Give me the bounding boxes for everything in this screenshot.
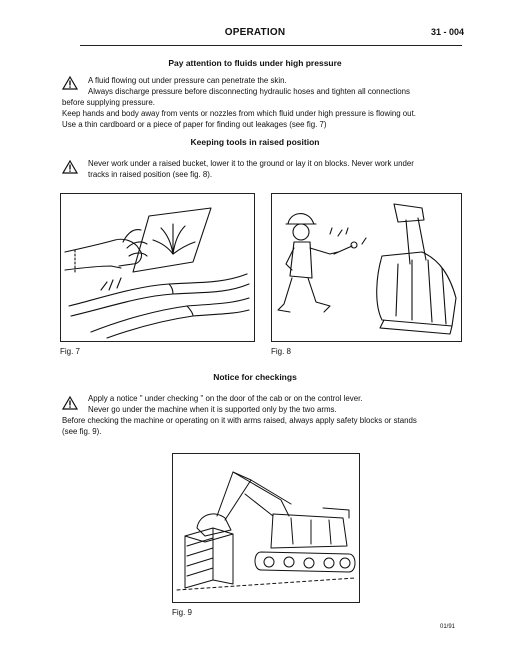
tools-line-2: tracks in raised position (see fig. 8). bbox=[88, 170, 213, 179]
figure-9-box bbox=[172, 453, 360, 603]
header-rule bbox=[80, 45, 462, 46]
page-number: 31 - 004 bbox=[430, 27, 464, 37]
fluids-line-3: before supplying pressure. bbox=[62, 98, 155, 107]
hand-leak-test-illustration bbox=[61, 194, 254, 341]
fluids-line-1: A fluid flowing out under pressure can penetrate the skin. bbox=[88, 76, 287, 85]
fluids-line-2: Always discharge pressure before disconnecting hydraulic hoses and tighten all connections bbox=[88, 87, 410, 96]
page-title: OPERATION bbox=[224, 27, 286, 38]
fluids-line-5: Use a thin cardboard or a piece of paper for finding out leakages (see fig. 7) bbox=[62, 120, 327, 129]
fluids-line-4: Keep hands and body away from vents or nozzles from which fluid under high pressure is flowing out. bbox=[62, 109, 416, 118]
checkings-line-2: Never go under the machine when it is supported only by the two arms. bbox=[88, 405, 337, 414]
figure-9-caption: Fig. 9 bbox=[172, 608, 193, 617]
checkings-line-3: Before checking the machine or operating on it with arms raised, always apply safety blocks or stands bbox=[62, 416, 417, 425]
excavator-on-blocks-illustration bbox=[173, 454, 359, 602]
figure-8-caption: Fig. 8 bbox=[271, 347, 292, 356]
section-heading-checkings: Notice for checkings bbox=[213, 372, 297, 382]
figure-7-box bbox=[60, 193, 255, 342]
section-heading-tools: Keeping tools in raised position bbox=[190, 137, 320, 147]
warning-triangle-icon bbox=[62, 396, 78, 410]
checkings-line-1: Apply a notice " under checking " on the door of the cab or on the control lever. bbox=[88, 394, 363, 403]
tools-line-1: Never work under a raised bucket, lower it to the ground or lay it on blocks. Never work under bbox=[88, 159, 414, 168]
warning-triangle-icon bbox=[62, 76, 78, 90]
section-heading-fluids: Pay attention to fluids under high pressure bbox=[168, 58, 342, 68]
footer-code: 01/91 bbox=[440, 624, 456, 630]
figure-7-caption: Fig. 7 bbox=[60, 347, 81, 356]
worker-under-bucket-illustration bbox=[272, 194, 461, 341]
figure-8-box bbox=[271, 193, 462, 342]
checkings-line-4: (see fig. 9). bbox=[62, 427, 102, 436]
warning-triangle-icon bbox=[62, 160, 78, 174]
